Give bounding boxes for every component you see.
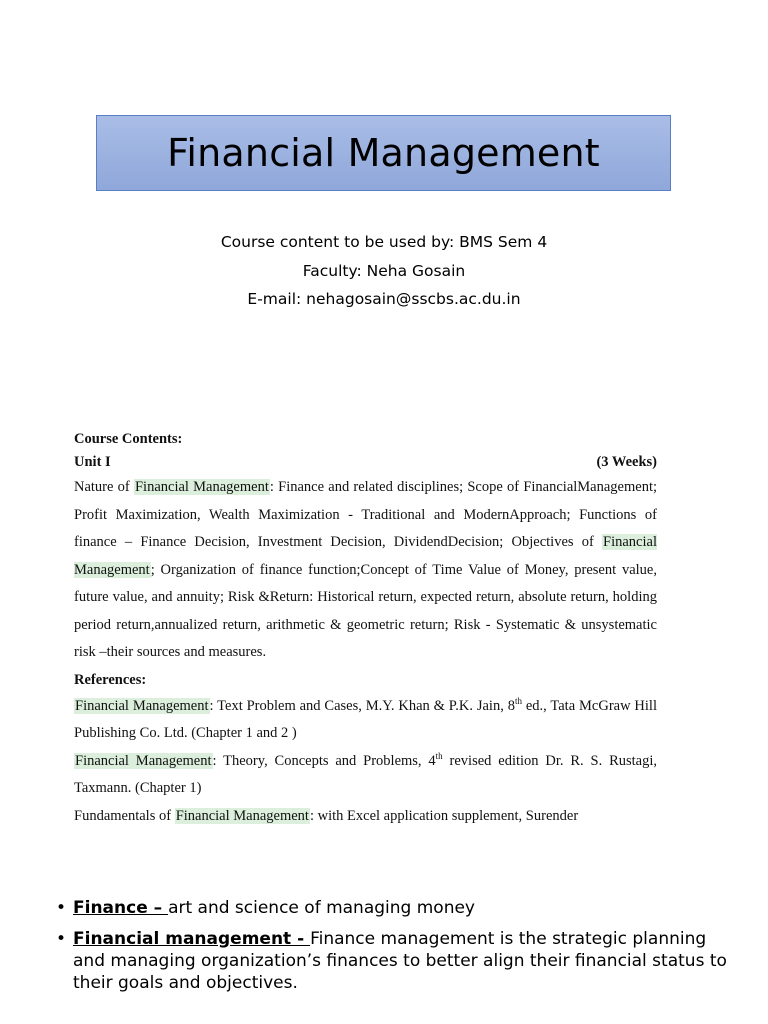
unit-duration: (3 Weeks)	[596, 454, 657, 470]
definition-list	[56, 897, 736, 1003]
reference-text: Fundamentals of	[74, 807, 175, 824]
unit-row	[74, 450, 657, 474]
highlighted-term: Financial Management	[75, 697, 209, 714]
reference-item	[74, 803, 657, 831]
bullet-icon: •	[56, 929, 67, 949]
list-item	[56, 928, 736, 994]
title-banner	[96, 115, 671, 191]
reference-text: : with Excel application supplement, Surender	[309, 807, 579, 824]
superscript: th	[435, 750, 443, 761]
reference-item	[74, 748, 657, 803]
contents-heading: Course Contents:	[74, 431, 183, 447]
highlighted-term: Financial Management	[175, 807, 309, 824]
definition-term: Financial management -	[73, 929, 311, 949]
unit-label: Unit I	[74, 454, 111, 470]
highlighted-term: Financial Management	[75, 752, 212, 769]
course-info	[0, 228, 768, 314]
unit-text-2: : Finance and related disciplines; Scope of FinancialManagement; Profit Maximization, Wealth Maximization - Traditional and ModernApproach; Functions of finance – Finance Decision, Investment Decision, DividendDecision; Objectives of	[74, 479, 658, 550]
faculty-name: Faculty: Neha Gosain	[302, 261, 466, 280]
unit-text-3: ; Organization of finance function;Concept of Time Value of Money, present value, future value, and annuity; Risk &Return: Historical return, expected return, absolute return, holding period return,annualized return, arithmetic & geometric return; Risk - Systematic & unsystematic risk –their sources and measures.	[74, 561, 657, 660]
reference-item	[74, 693, 657, 748]
definition-term: Finance –	[73, 898, 169, 918]
bullet-icon: •	[56, 898, 67, 918]
page-title: Financial Management	[167, 131, 600, 175]
unit-description	[74, 474, 657, 667]
reference-text: ed., Tata McGraw Hill Publishing Co. Ltd. (Chapter 1 and 2 )	[74, 697, 657, 741]
reference-text: revised edition Dr. R. S. Rustagi, Taxmann. (Chapter 1)	[74, 752, 657, 796]
highlighted-term: Financial Management	[74, 534, 657, 578]
course-contents	[74, 428, 657, 830]
definition-text: Finance management is the strategic planning and managing organization’s finances to better align their financial status to their goals and objectives.	[73, 929, 727, 993]
references-heading: References:	[74, 671, 147, 688]
reference-text: : Text Problem and Cases, M.Y. Khan & P.K. Jain, 8	[209, 697, 515, 714]
unit-text-1: Nature of	[74, 479, 134, 495]
faculty-email: E-mail: nehagosain@sscbs.ac.du.in	[247, 290, 521, 308]
reference-text: : Theory, Concepts and Problems, 4	[212, 752, 436, 769]
superscript: th	[514, 695, 522, 706]
list-item	[56, 897, 736, 919]
definition-text: art and science of managing money	[168, 898, 475, 918]
course-audience: Course content to be used by: BMS Sem 4	[220, 233, 548, 251]
highlighted-term: Financial Management	[134, 479, 269, 495]
